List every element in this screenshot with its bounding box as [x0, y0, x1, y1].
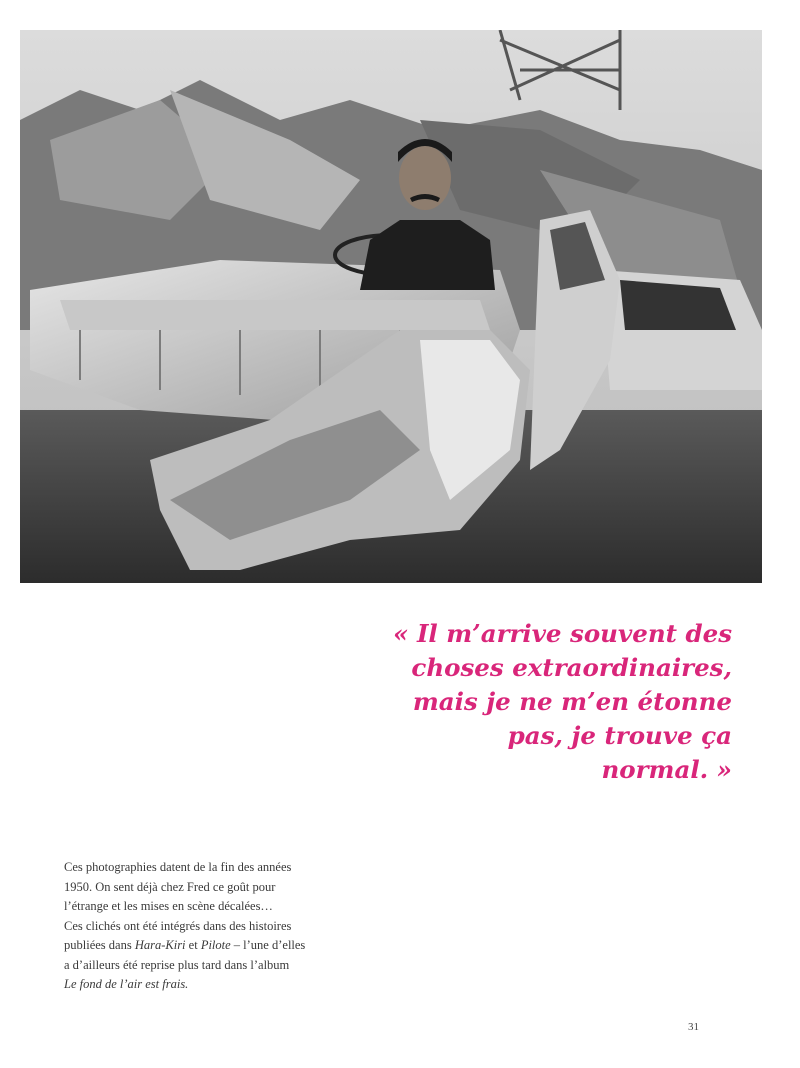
quote-line: « Il m’arrive souvent des: [393, 619, 732, 648]
magazine-title-pilote: Pilote: [200, 938, 231, 952]
pull-quote: [330, 617, 732, 787]
caption-text: publiées dans: [64, 938, 135, 952]
caption-line: [64, 936, 364, 956]
caption-line: Ces clichés ont été intégrés dans des histoires: [64, 918, 292, 933]
quote-line: mais je ne m’en étonne: [412, 687, 732, 716]
quote-line: pas, je trouve ça: [507, 721, 732, 750]
quote-line: normal. »: [601, 755, 732, 784]
caption-line: [64, 975, 364, 995]
caption-line: Ces photographies datent de la fin des années: [64, 860, 292, 874]
caption-text: – l’une d’elles: [230, 938, 306, 952]
magazine-title-hara-kiri: Hara-Kiri: [134, 938, 186, 952]
album-title: Le fond de l’air est frais.: [64, 977, 189, 991]
photo-caption: [64, 858, 364, 995]
caption-line: a d’ailleurs été reprise plus tard dans l’album: [64, 957, 290, 972]
photograph-car-wreck: [20, 30, 762, 583]
photograph-illustration: [20, 30, 762, 583]
caption-text: et: [185, 938, 201, 952]
caption-line: 1950. On sent déjà chez Fred ce goût pour: [64, 879, 276, 894]
caption-line: l’étrange et les mises en scène décalées…: [64, 899, 273, 913]
quote-line: choses extraordinaires,: [411, 653, 732, 682]
page-number: 31: [688, 1021, 699, 1033]
